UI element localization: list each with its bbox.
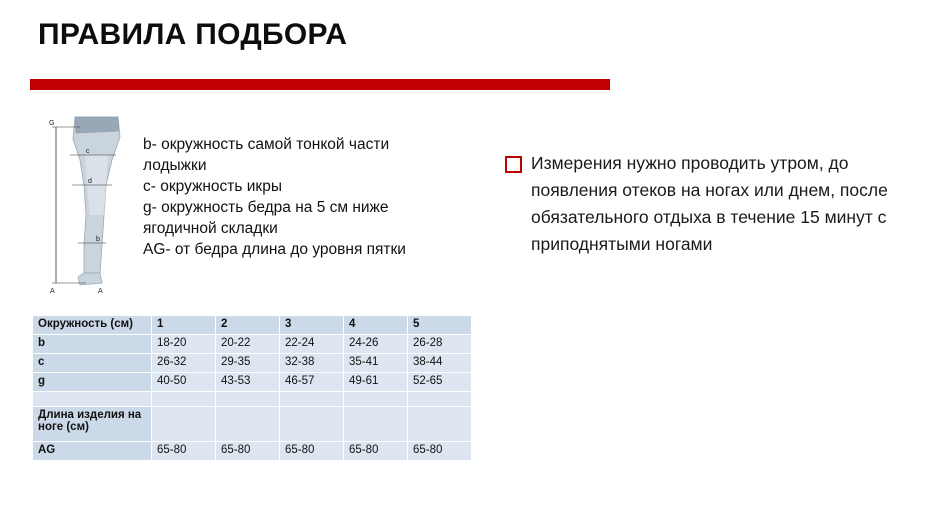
diagram-label-g: G xyxy=(49,120,55,127)
spacer-cell xyxy=(344,392,408,407)
measurement-legend xyxy=(143,134,443,260)
table-row xyxy=(33,354,472,373)
note-text: Измерения нужно проводить утром, до появления отеков на ногах или днем, после обязательного отдыха в течение 15 минут с приподнятыми ногами xyxy=(531,153,888,254)
cell-b-1: 18-20 xyxy=(152,335,216,354)
spacer-cell xyxy=(33,392,152,407)
table-row xyxy=(33,442,472,461)
diagram-label-a-left: A xyxy=(50,288,55,295)
cell-c-3: 32-38 xyxy=(280,354,344,373)
spacer-cell xyxy=(280,392,344,407)
table-header-cell-2: 2 xyxy=(216,316,280,335)
diagram-label-a-right: A xyxy=(98,288,103,295)
row-label-ag: AG xyxy=(33,442,152,461)
legend-line-b: b- окружность самой тонкой части лодыжки xyxy=(143,136,394,174)
cell-c-5: 38-44 xyxy=(408,354,472,373)
cell-c-1: 26-32 xyxy=(152,354,216,373)
cell-ag-2: 65-80 xyxy=(216,442,280,461)
cell-b-2: 20-22 xyxy=(216,335,280,354)
cell-c-4: 35-41 xyxy=(344,354,408,373)
table-header-cell-0: Окружность (см) xyxy=(33,316,152,335)
table-header-cell-3: 3 xyxy=(280,316,344,335)
cell-c-2: 29-35 xyxy=(216,354,280,373)
section-empty-cell xyxy=(152,407,216,442)
spacer-cell xyxy=(216,392,280,407)
cell-g-1: 40-50 xyxy=(152,373,216,392)
leg-measurement-diagram xyxy=(40,115,160,295)
diagram-label-d: d xyxy=(88,178,92,185)
cell-b-3: 22-24 xyxy=(280,335,344,354)
bullet-square-icon xyxy=(505,156,522,173)
cell-b-5: 26-28 xyxy=(408,335,472,354)
legend-line-c: c- окружность икры xyxy=(143,178,282,195)
section-label-length: Длина изделия на ноге (см) xyxy=(33,407,152,442)
table-row xyxy=(33,335,472,354)
cell-ag-3: 65-80 xyxy=(280,442,344,461)
table-spacer-row xyxy=(33,392,472,407)
diagram-label-c: c xyxy=(86,148,90,155)
table-section-row xyxy=(33,407,472,442)
title-underline-bar xyxy=(30,79,610,90)
table-header-cell-5: 5 xyxy=(408,316,472,335)
section-empty-cell xyxy=(216,407,280,442)
row-label-b: b xyxy=(33,335,152,354)
table-header-cell-4: 4 xyxy=(344,316,408,335)
spacer-cell xyxy=(152,392,216,407)
cell-g-2: 43-53 xyxy=(216,373,280,392)
table-header-row xyxy=(33,316,472,335)
diagram-label-b: b xyxy=(96,236,100,243)
cell-g-3: 46-57 xyxy=(280,373,344,392)
cell-ag-4: 65-80 xyxy=(344,442,408,461)
table-header-cell-1: 1 xyxy=(152,316,216,335)
cell-b-4: 24-26 xyxy=(344,335,408,354)
legend-line-g: g- окружность бедра на 5 см ниже ягодичной складки xyxy=(143,199,393,237)
cell-g-4: 49-61 xyxy=(344,373,408,392)
cell-ag-5: 65-80 xyxy=(408,442,472,461)
cell-g-5: 52-65 xyxy=(408,373,472,392)
cell-ag-1: 65-80 xyxy=(152,442,216,461)
size-table xyxy=(33,316,472,461)
spacer-cell xyxy=(408,392,472,407)
legend-line-ag: AG- от бедра длина до уровня пятки xyxy=(143,241,406,258)
section-empty-cell xyxy=(408,407,472,442)
table-row xyxy=(33,373,472,392)
page-title: ПРАВИЛА ПОДБОРА xyxy=(38,18,348,51)
row-label-c: c xyxy=(33,354,152,373)
note-bullet-block xyxy=(505,150,905,258)
row-label-g: g xyxy=(33,373,152,392)
section-empty-cell xyxy=(344,407,408,442)
section-empty-cell xyxy=(280,407,344,442)
